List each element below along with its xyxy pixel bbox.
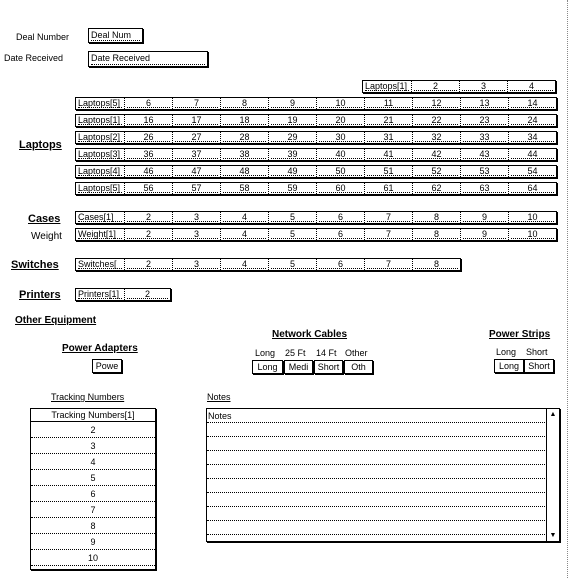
network-cable-medium-field[interactable]: Medi [284, 360, 313, 374]
tracking-number-row[interactable]: 6 [31, 486, 155, 502]
laptop-cell[interactable]: 43 [460, 149, 508, 160]
weight-cell[interactable]: 8 [412, 229, 460, 240]
laptop-cell[interactable]: 41 [364, 149, 412, 160]
laptops-row [75, 165, 557, 178]
cases-cell[interactable]: 9 [460, 212, 508, 223]
laptop-cell[interactable]: 6 [124, 98, 172, 109]
laptop-cell[interactable]: 18 [220, 115, 268, 126]
laptops-row [75, 182, 557, 195]
laptop-cell[interactable]: 26 [124, 132, 172, 143]
switches-cell[interactable]: 7 [364, 259, 412, 270]
network-cables-heading-14ft: 14 Ft [316, 348, 337, 358]
laptop-cell[interactable]: Laptops[1] [76, 115, 124, 126]
network-cables-heading-other: Other [345, 348, 368, 358]
weight-label: Weight [31, 231, 62, 242]
date-received-label: Date Received [4, 53, 64, 63]
notes-line [207, 451, 559, 465]
laptop-cell[interactable]: 2 [411, 81, 459, 92]
cases-cell[interactable]: 2 [124, 212, 172, 223]
tracking-number-row[interactable]: 7 [31, 502, 155, 518]
weight-cell[interactable]: 6 [316, 229, 364, 240]
laptop-cell[interactable]: Laptops[4] [76, 166, 124, 177]
printers-cell[interactable]: Printers[1] [76, 289, 124, 300]
laptop-cell[interactable]: 10 [316, 98, 364, 109]
weight-cell[interactable]: Weight[1] [76, 229, 124, 240]
laptop-cell[interactable]: Laptops[2] [76, 132, 124, 143]
power-strip-short-field[interactable]: Short [524, 359, 554, 373]
switches-cell[interactable]: 6 [316, 259, 364, 270]
laptop-cell[interactable]: 19 [268, 115, 316, 126]
printers-row [75, 288, 171, 301]
laptop-cell[interactable]: 64 [508, 183, 556, 194]
laptop-cell[interactable]: 14 [508, 98, 556, 109]
power-strips-heading-short: Short [526, 347, 548, 357]
deal-number-label: Deal Number [16, 32, 70, 42]
printers-cell[interactable]: 2 [124, 289, 170, 300]
notes-textarea[interactable] [206, 408, 560, 542]
laptop-cell[interactable]: Laptops[1] [363, 81, 411, 92]
laptop-cell[interactable]: 63 [460, 183, 508, 194]
laptop-cell[interactable]: 49 [268, 166, 316, 177]
laptop-cell[interactable]: 7 [172, 98, 220, 109]
tracking-numbers-heading: Tracking Numbers [51, 392, 125, 402]
laptop-cell[interactable]: 59 [268, 183, 316, 194]
other-equipment-heading: Other Equipment [15, 315, 97, 326]
laptop-cell[interactable]: Laptops[5] [76, 98, 124, 109]
switches-row [75, 258, 461, 271]
laptops-heading: Laptops [19, 139, 62, 151]
laptop-cell[interactable]: 52 [412, 166, 460, 177]
tracking-number-row[interactable]: Tracking Numbers[1] [31, 409, 155, 422]
cases-cell[interactable]: 5 [268, 212, 316, 223]
power-strips-heading-long: Long [496, 347, 517, 357]
laptop-cell[interactable]: Laptops[5] [76, 183, 124, 194]
laptop-cell[interactable]: 31 [364, 132, 412, 143]
weight-cell[interactable]: 7 [364, 229, 412, 240]
tracking-number-row[interactable]: 3 [31, 438, 155, 454]
laptop-cell[interactable]: 3 [459, 81, 507, 92]
laptop-cell[interactable]: 48 [220, 166, 268, 177]
laptop-cell[interactable]: 42 [412, 149, 460, 160]
notes-line [207, 437, 559, 451]
network-cable-other-field[interactable]: Oth [344, 360, 373, 374]
laptop-cell[interactable]: 34 [508, 132, 556, 143]
network-cable-long-field[interactable]: Long [252, 360, 283, 374]
cases-cell[interactable]: 6 [316, 212, 364, 223]
cases-cell[interactable]: 3 [172, 212, 220, 223]
notes-scrollbar[interactable] [546, 409, 559, 541]
switches-cell[interactable]: 3 [172, 259, 220, 270]
laptop-cell[interactable]: 17 [172, 115, 220, 126]
notes-text: Notes [207, 409, 559, 423]
weight-cell[interactable]: 4 [220, 229, 268, 240]
notes-heading: Notes [207, 392, 231, 402]
laptop-cell[interactable]: 20 [316, 115, 364, 126]
notes-line [207, 465, 559, 479]
switches-cell[interactable]: 4 [220, 259, 268, 270]
laptop-cell[interactable]: 12 [412, 98, 460, 109]
date-received-field[interactable]: Date Received [88, 51, 208, 67]
laptops-row [75, 148, 557, 161]
scroll-down-arrow-icon[interactable]: ▼ [549, 532, 557, 539]
laptop-cell[interactable]: 58 [220, 183, 268, 194]
laptop-cell[interactable]: 24 [508, 115, 556, 126]
tracking-number-row[interactable]: 9 [31, 534, 155, 550]
laptop-cell[interactable]: 56 [124, 183, 172, 194]
switches-cell[interactable]: 2 [124, 259, 172, 270]
notes-line [207, 423, 559, 437]
network-cables-heading: Network Cables [272, 329, 348, 340]
laptop-cell[interactable]: 16 [124, 115, 172, 126]
laptop-cell[interactable]: 13 [460, 98, 508, 109]
tracking-number-row[interactable]: 10 [31, 550, 155, 566]
notes-line [207, 479, 559, 493]
power-strips-heading: Power Strips [489, 329, 551, 340]
laptop-cell[interactable]: 21 [364, 115, 412, 126]
laptop-cell[interactable]: 23 [460, 115, 508, 126]
laptop-cell[interactable]: 57 [172, 183, 220, 194]
power-adapters-field[interactable]: Powe [92, 359, 122, 373]
tracking-number-row[interactable]: 5 [31, 470, 155, 486]
laptop-cell[interactable]: 32 [412, 132, 460, 143]
power-adapters-heading: Power Adapters [62, 343, 138, 354]
notes-line [207, 507, 559, 521]
laptop-cell[interactable]: 22 [412, 115, 460, 126]
laptop-cell[interactable]: 53 [460, 166, 508, 177]
page-edge-rule [567, 0, 568, 578]
weight-cell[interactable]: 5 [268, 229, 316, 240]
weight-cell[interactable]: 3 [172, 229, 220, 240]
laptop-cell[interactable]: 40 [316, 149, 364, 160]
laptop-cell[interactable]: 11 [364, 98, 412, 109]
laptop-cell[interactable]: 61 [364, 183, 412, 194]
laptop-cell[interactable]: 62 [412, 183, 460, 194]
laptop-cell[interactable]: 30 [316, 132, 364, 143]
scroll-up-arrow-icon[interactable]: ▲ [549, 411, 557, 418]
laptop-cell[interactable]: 29 [268, 132, 316, 143]
laptop-cell[interactable]: 60 [316, 183, 364, 194]
laptop-cell[interactable]: 4 [507, 81, 555, 92]
laptop-cell[interactable]: 8 [220, 98, 268, 109]
laptop-cell[interactable]: 38 [220, 149, 268, 160]
network-cable-short-field[interactable]: Short [314, 360, 343, 374]
cases-heading: Cases [28, 213, 61, 225]
cases-cell[interactable]: Cases[1] [76, 212, 124, 223]
laptops-top-row [362, 80, 556, 93]
laptop-cell[interactable]: 28 [220, 132, 268, 143]
laptop-cell[interactable]: 37 [172, 149, 220, 160]
laptop-cell[interactable]: 27 [172, 132, 220, 143]
printers-heading: Printers [19, 289, 61, 301]
laptop-cell[interactable]: 47 [172, 166, 220, 177]
tracking-number-row[interactable]: 8 [31, 518, 155, 534]
laptop-cell[interactable]: 44 [508, 149, 556, 160]
laptops-row [75, 97, 557, 110]
cases-cell[interactable]: 4 [220, 212, 268, 223]
switches-cell[interactable]: Switches[ [76, 259, 124, 270]
switches-cell[interactable]: 5 [268, 259, 316, 270]
cases-row [75, 211, 557, 224]
tracking-numbers-list [30, 408, 156, 570]
laptop-cell[interactable]: Laptops[3] [76, 149, 124, 160]
tracking-number-row[interactable]: 4 [31, 454, 155, 470]
tracking-number-row[interactable]: 2 [31, 422, 155, 438]
laptop-cell[interactable]: 46 [124, 166, 172, 177]
laptop-cell[interactable]: 39 [268, 149, 316, 160]
weight-row [75, 228, 557, 241]
cases-cell[interactable]: 8 [412, 212, 460, 223]
laptops-row [75, 131, 557, 144]
laptops-row [75, 114, 557, 127]
switches-cell[interactable]: 8 [412, 259, 460, 270]
power-strip-long-field[interactable]: Long [494, 359, 524, 373]
weight-cell[interactable]: 10 [508, 229, 556, 240]
switches-heading: Switches [11, 259, 59, 271]
laptop-cell[interactable]: 33 [460, 132, 508, 143]
deal-number-field[interactable]: Deal Num [88, 28, 143, 43]
laptop-cell[interactable]: 50 [316, 166, 364, 177]
notes-line [207, 521, 559, 535]
laptop-cell[interactable]: 54 [508, 166, 556, 177]
laptop-cell[interactable]: 51 [364, 166, 412, 177]
weight-cell[interactable]: 2 [124, 229, 172, 240]
laptop-cell[interactable]: 36 [124, 149, 172, 160]
cases-cell[interactable]: 7 [364, 212, 412, 223]
weight-cell[interactable]: 9 [460, 229, 508, 240]
laptop-cell[interactable]: 9 [268, 98, 316, 109]
cases-cell[interactable]: 10 [508, 212, 556, 223]
network-cables-heading-long: Long [255, 348, 276, 358]
notes-line [207, 493, 559, 507]
network-cables-heading-25ft: 25 Ft [285, 348, 306, 358]
